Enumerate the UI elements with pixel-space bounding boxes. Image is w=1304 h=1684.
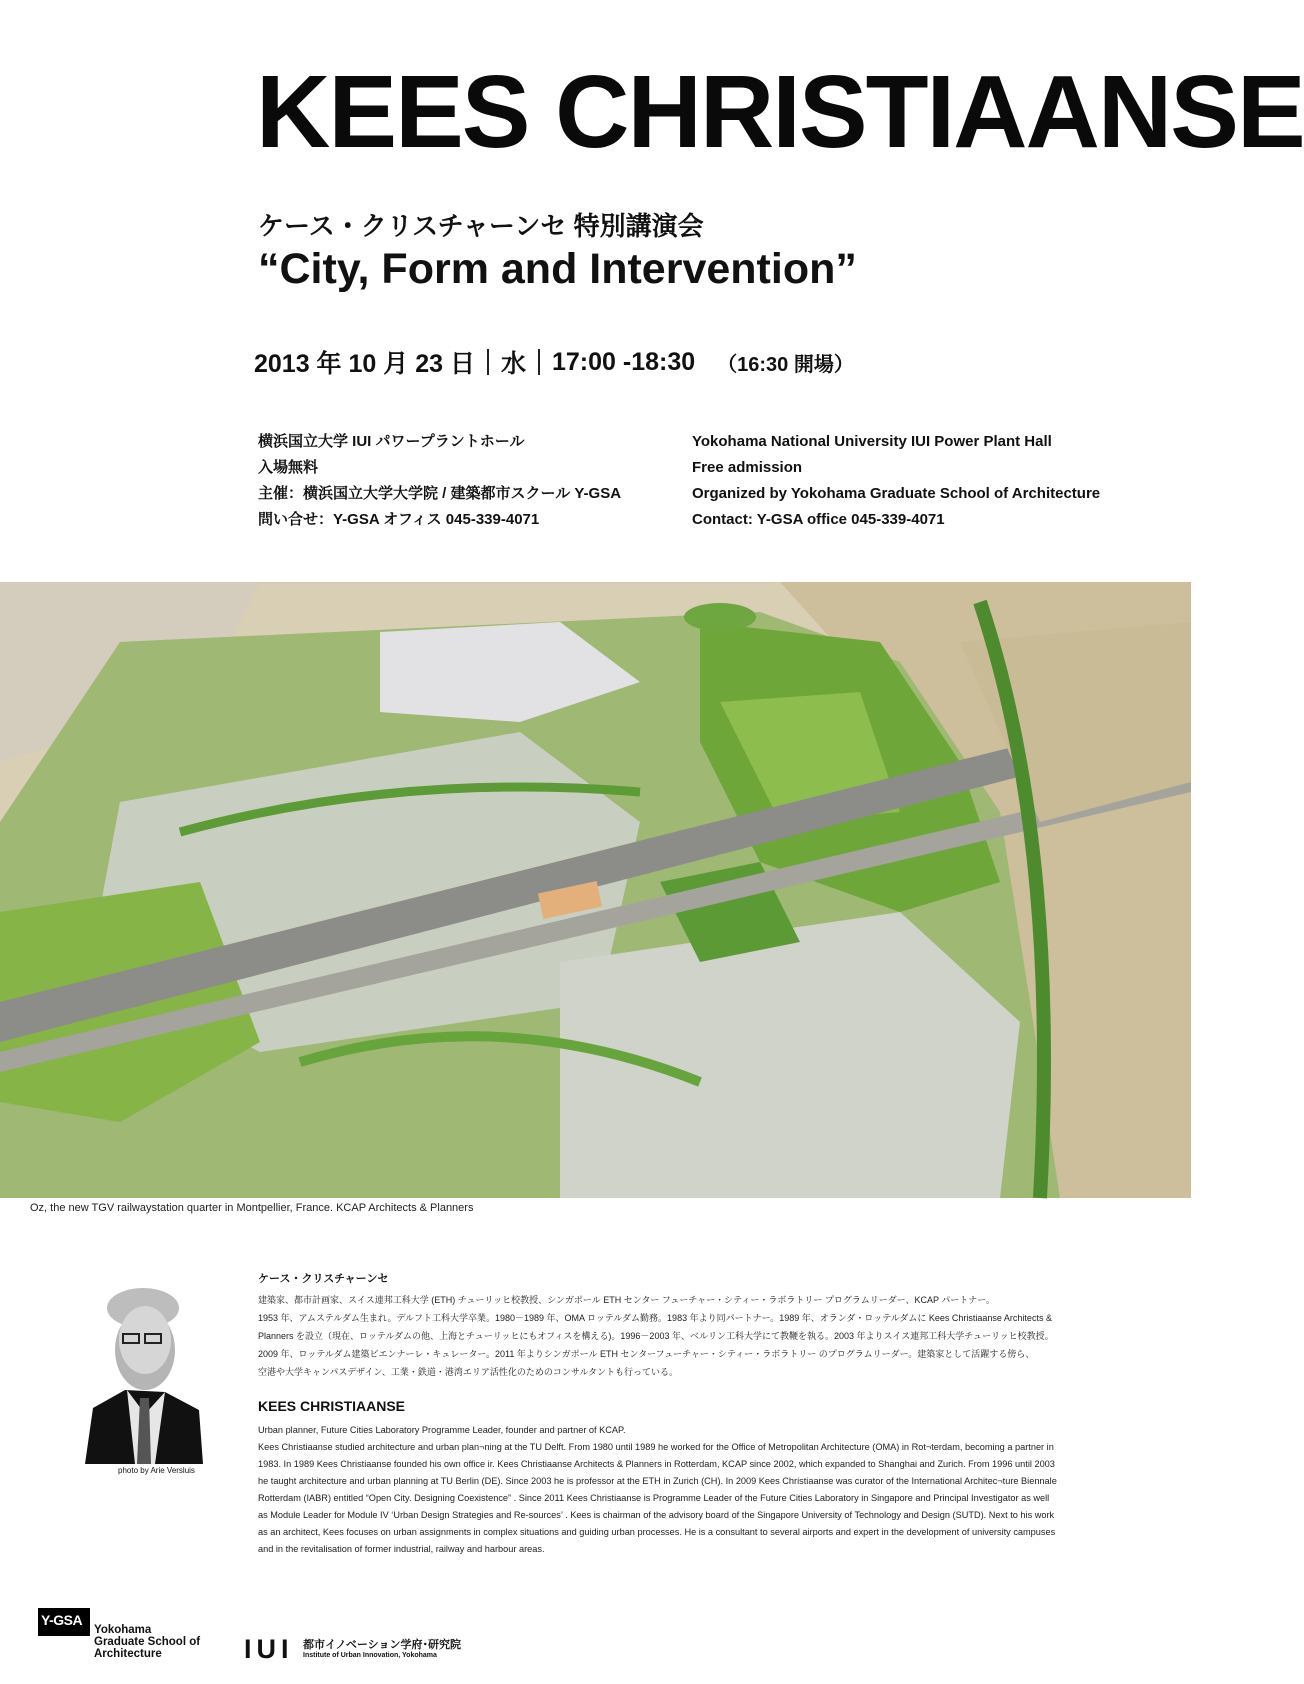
ygsa-logo-mark: Y-GSA	[41, 1612, 83, 1628]
bio-japanese-line: 1953 年、アムステルダム生まれ。デルフト工科大学卒業。1980－1989 年、OMA ロッテルダム勤務。1983 年より同パートナー。1989 年、オランダ・ロッテルダムに Kees Christiaanse Architects &	[258, 1313, 1052, 1323]
bio-japanese-line: 建築家、都市計画家、スイス連邦工科大学 (ETH) チューリッヒ校教授、シンガポール ETH センター フューチャー・シティー・ラボラトリー プログラムリーダー、KCAP パートナー。	[258, 1295, 995, 1305]
aerial-masterplan-image	[0, 582, 1191, 1198]
organizer-jp: 主催：横浜国立大学大学院 / 建築都市スクール Y-GSA	[258, 485, 622, 502]
bio-english-line: Rotterdam (IABR) entitled “Open City. Designing Coexistence” . Since 2011 Kees Christiaanse is Programme Leader of the Future Cities Laboratory in Singapore and Principal Investigator as well	[258, 1493, 1050, 1503]
photo-caption: Oz, the new TGV railwaystation quarter in Montpellier, France. KCAP Architects & Planners	[30, 1202, 474, 1214]
ygsa-name-line: Yokohama	[94, 1624, 152, 1636]
ygsa-school-name	[94, 1624, 200, 1660]
bio-english-line: and in the revitalisation of former industrial, railway and harbour areas.	[258, 1544, 545, 1554]
event-weekday: 水	[500, 350, 526, 378]
date-separator	[538, 349, 540, 375]
bio-japanese-line: 空港や大学キャンパスデザイン、工業・鉄道・港湾エリア活性化のためのコンサルタントも行っている。	[258, 1367, 679, 1377]
event-time: 17:00 -18:30	[551, 347, 696, 376]
bio-english-line: as an architect, Kees focuses on urban assignments in complex situations and guiding urban processes. He is a consultant to several airports and expert in the development of university campuses	[258, 1527, 1056, 1537]
bio-english-line: Kees Christiaanse studied architecture and urban plan¬ning at the TU Delft. From 1980 until 1989 he worked for the Office of Metropolitan Architecture (OMA) in Rot¬terdam, becoming a partner in	[258, 1442, 1054, 1452]
bio-english-heading: KEES CHRISTIAANSE	[258, 1398, 406, 1414]
iui-logo: IUI	[244, 1634, 294, 1664]
organizer-en: Organized by Yokohama Graduate School of Architecture	[692, 485, 1101, 502]
bio-japanese-line: 2009 年、ロッテルダム建築ビエンナーレ・キュレーター。2011 年よりシンガポール ETH センターフューチャー・シティー・ラボラトリー のプログラムリーダー。建築家として活躍する傍ら、	[258, 1349, 1035, 1359]
aerial-illustration	[0, 582, 1191, 1198]
iui-name-english: Institute of Urban Innovation, Yokohama	[303, 1652, 437, 1659]
bio-english-line: Urban planner, Future Cities Laboratory Programme Leader, founder and partner of KCAP.	[258, 1425, 626, 1435]
bio-english-line: 1983. In 1989 Kees Christiaanse founded his own office ir. Kees Christiaanse Architects & Planners in Rotterdam, KCAP since 2002, which expanded to Shanghai and Zurich. From 1996 until 2003	[258, 1459, 1055, 1469]
ygsa-logo	[38, 1608, 90, 1636]
date-separator	[487, 349, 489, 375]
speaker-portrait	[85, 1286, 203, 1464]
bio-english-line: he taught architecture and urban planning at TU Berlin (DE). Since 2003 he is professor at the ETH in Zurich (CH). In 2009 Kees Christiaanse was curator of the International Architec¬ture Biennale	[258, 1476, 1057, 1486]
contact-jp: 問い合せ：Y-GSA オフィス 045-339-4071	[258, 511, 540, 528]
iui-name-japanese: 都市イノベーション学府･研究院	[303, 1639, 461, 1651]
event-date-line	[254, 344, 854, 380]
admission-jp: 入場無料	[258, 459, 319, 476]
subtitle-japanese: ケース・クリスチャーンセ 特別講演会	[258, 211, 704, 241]
bio-japanese-heading: ケース・クリスチャーンセ	[258, 1273, 389, 1285]
bio-japanese-line: Planners を設立（現在、ロッテルダムの他、上海とチューリッヒにもオフィスを構える)。1996－2003 年、ベルリン工科大学にて教鞭を執る。2003 年よりスイス連邦工科大学チューリッヒ校教授。	[258, 1331, 1054, 1341]
event-info-english	[692, 429, 1100, 533]
doors-open-time: （16:30 開場）	[717, 353, 854, 376]
event-date: 2013 年 10 月 23 日	[254, 350, 475, 378]
portrait-illustration	[85, 1286, 203, 1464]
event-info-japanese	[258, 429, 621, 533]
ygsa-name-line: Architecture	[94, 1648, 162, 1660]
venue-jp: 横浜国立大学 IUI パワープラントホール	[258, 433, 525, 450]
bio-english-line: as Module Leader for Module IV ‘Urban Design Strategies and Re-sources’ . Kees is chairman of the advisory board of the Singapore University of Technology and Design (SUTD). Next to his work	[258, 1510, 1055, 1520]
venue-en: Yokohama National University IUI Power Plant Hall	[692, 433, 1052, 450]
ygsa-name-line: Graduate School of	[94, 1636, 201, 1648]
lecture-title: “City, Form and Intervention”	[258, 245, 857, 293]
contact-en: Contact: Y-GSA office 045-339-4071	[692, 511, 945, 528]
main-title: KEES CHRISTIAANSE	[256, 54, 1304, 169]
portrait-credit: photo by Arie Versluis	[118, 1466, 195, 1475]
admission-en: Free admission	[692, 459, 803, 476]
